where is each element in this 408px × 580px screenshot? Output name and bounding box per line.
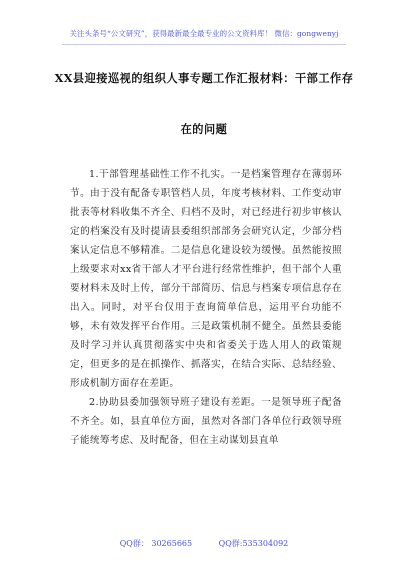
footer-qq-group-left: QQ群： 30265665 [119,539,193,548]
footer-qq-group-right: QQ群:535304092 [218,539,289,548]
header-divider [62,44,346,45]
document-title-line-1: XX县迎接巡视的组织人事专题工作汇报材料：干部工作存 [54,71,354,85]
document-title-line-2: 在的问题 [180,122,228,136]
header-banner: 关注头条号“公文研究”，获得最新最全最专业的公文资料库！ 微信：gongwenyj [69,29,339,38]
document-body [70,165,342,450]
paragraph-cadre-management: 1.干部管理基础性工作不扎实。一是档案管理存在薄弱环节。由于没有配备专职管档人员，年度考核材料、工作变动审批表等材料收集不齐全、归档不及时，对已经进行初步审核认定的档案没有及时提请县委组织部部务会研究认定，少部分档案认定信息不够精准。二是信息化建设较为缓慢。虽然能按照上级要求对xx省干部人才平台进行经常性维护，但干部个人重要材料未及时上传，部分干部简历、信息与档案专项信息存在出入。同时，对平台仅用于查询简单信息，运用平台功能不够，未有效发挥平台作用。三是政策机制不健全。虽然县委能及时学习并认真贯彻落实中央和省委关于选人用人的政策规定，但更多的是在抓操作、抓落实，在结合实际、总结经验、形成机制方面存在差距。 [70,169,342,389]
paragraph-leadership-team: 2.协助县委加强领导班子建设有差距。一是领导班子配备不齐全。如，县直单位方面，虽然对各部门各单位行政领导班子能统筹考虑、及时配备，但在主动谋划县直单 [70,397,342,446]
footer-contacts [0,538,408,549]
